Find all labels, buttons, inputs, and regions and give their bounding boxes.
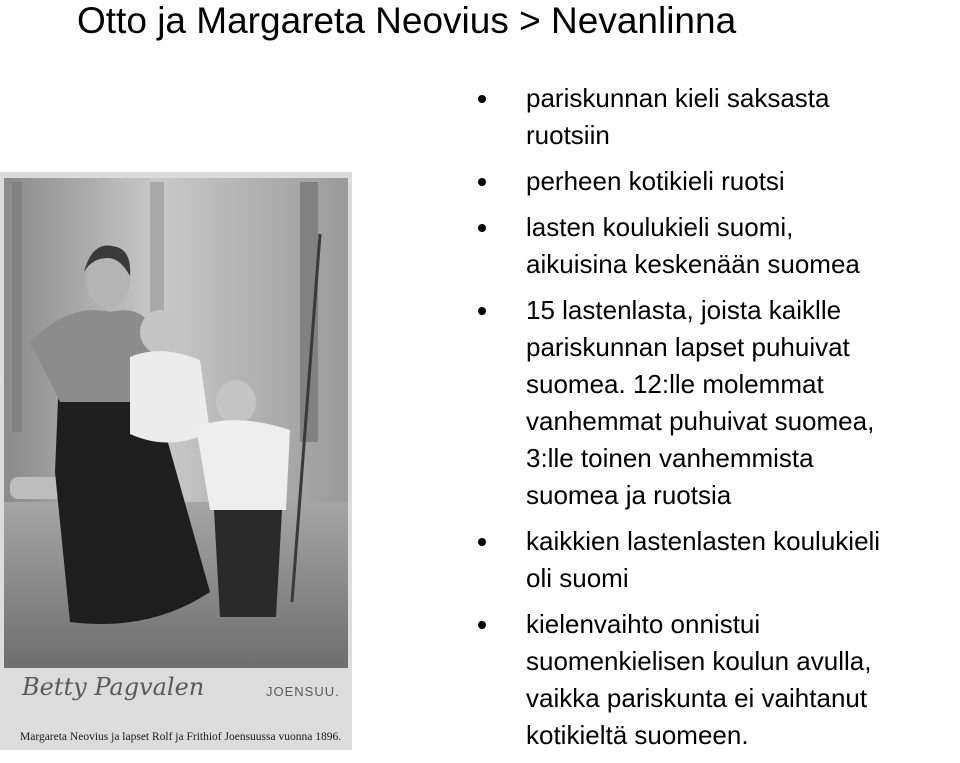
bullet-item — [478, 606, 958, 754]
bullet-list — [478, 80, 958, 763]
boy-shirt — [196, 420, 290, 510]
bullet-dot — [478, 95, 486, 103]
bullet-item — [478, 523, 958, 597]
boy-head — [216, 380, 256, 424]
bullet-text: perheen kotikieli ruotsi — [526, 166, 785, 196]
photo-caption: Margareta Neovius ja lapset Rolf ja Frithiof Joensuussa vuonna 1896. — [20, 731, 342, 743]
bullet-text: kaikkien lastenlasten koulukieli oli suomi — [526, 526, 881, 593]
baby-head — [140, 310, 180, 354]
bullet-dot — [478, 538, 486, 546]
bullet-dot — [478, 307, 486, 315]
bullet-item — [478, 209, 958, 283]
bullet-item — [478, 163, 958, 200]
bullet-text: pariskunnan kieli saksasta ruotsiin — [526, 83, 830, 150]
bullet-dot — [478, 621, 486, 629]
bullet-item — [478, 80, 958, 154]
family-photo — [0, 172, 352, 750]
bullet-dot — [478, 178, 486, 186]
bullet-text: lasten koulukieli suomi, aikuisina keskenään suomea — [526, 212, 860, 279]
slide-title: Otto ja Margareta Neovius > Nevanlinna — [77, 0, 737, 41]
boy-pants — [214, 510, 282, 617]
bullet-text: kielenvaihto onnistui suomenkielisen koulun avulla, vaikka pariskunta ei vaihtanut kotikieltä suomeen. — [526, 609, 872, 750]
bullet-text: 15 lastenlasta, joista kaiklle pariskunnan lapset puhuivat suomea. 12:lle molemmat vanhemmat puhuivat suomea, 3:lle toinen vanhemmista suomea ja ruotsia — [526, 295, 875, 510]
backdrop-tree — [12, 182, 22, 432]
studio-city: JOENSUU. — [266, 684, 340, 699]
bullet-item — [478, 292, 958, 514]
bullet-dot — [478, 224, 486, 232]
studio-signature: Betty Pagvalen — [22, 673, 205, 701]
